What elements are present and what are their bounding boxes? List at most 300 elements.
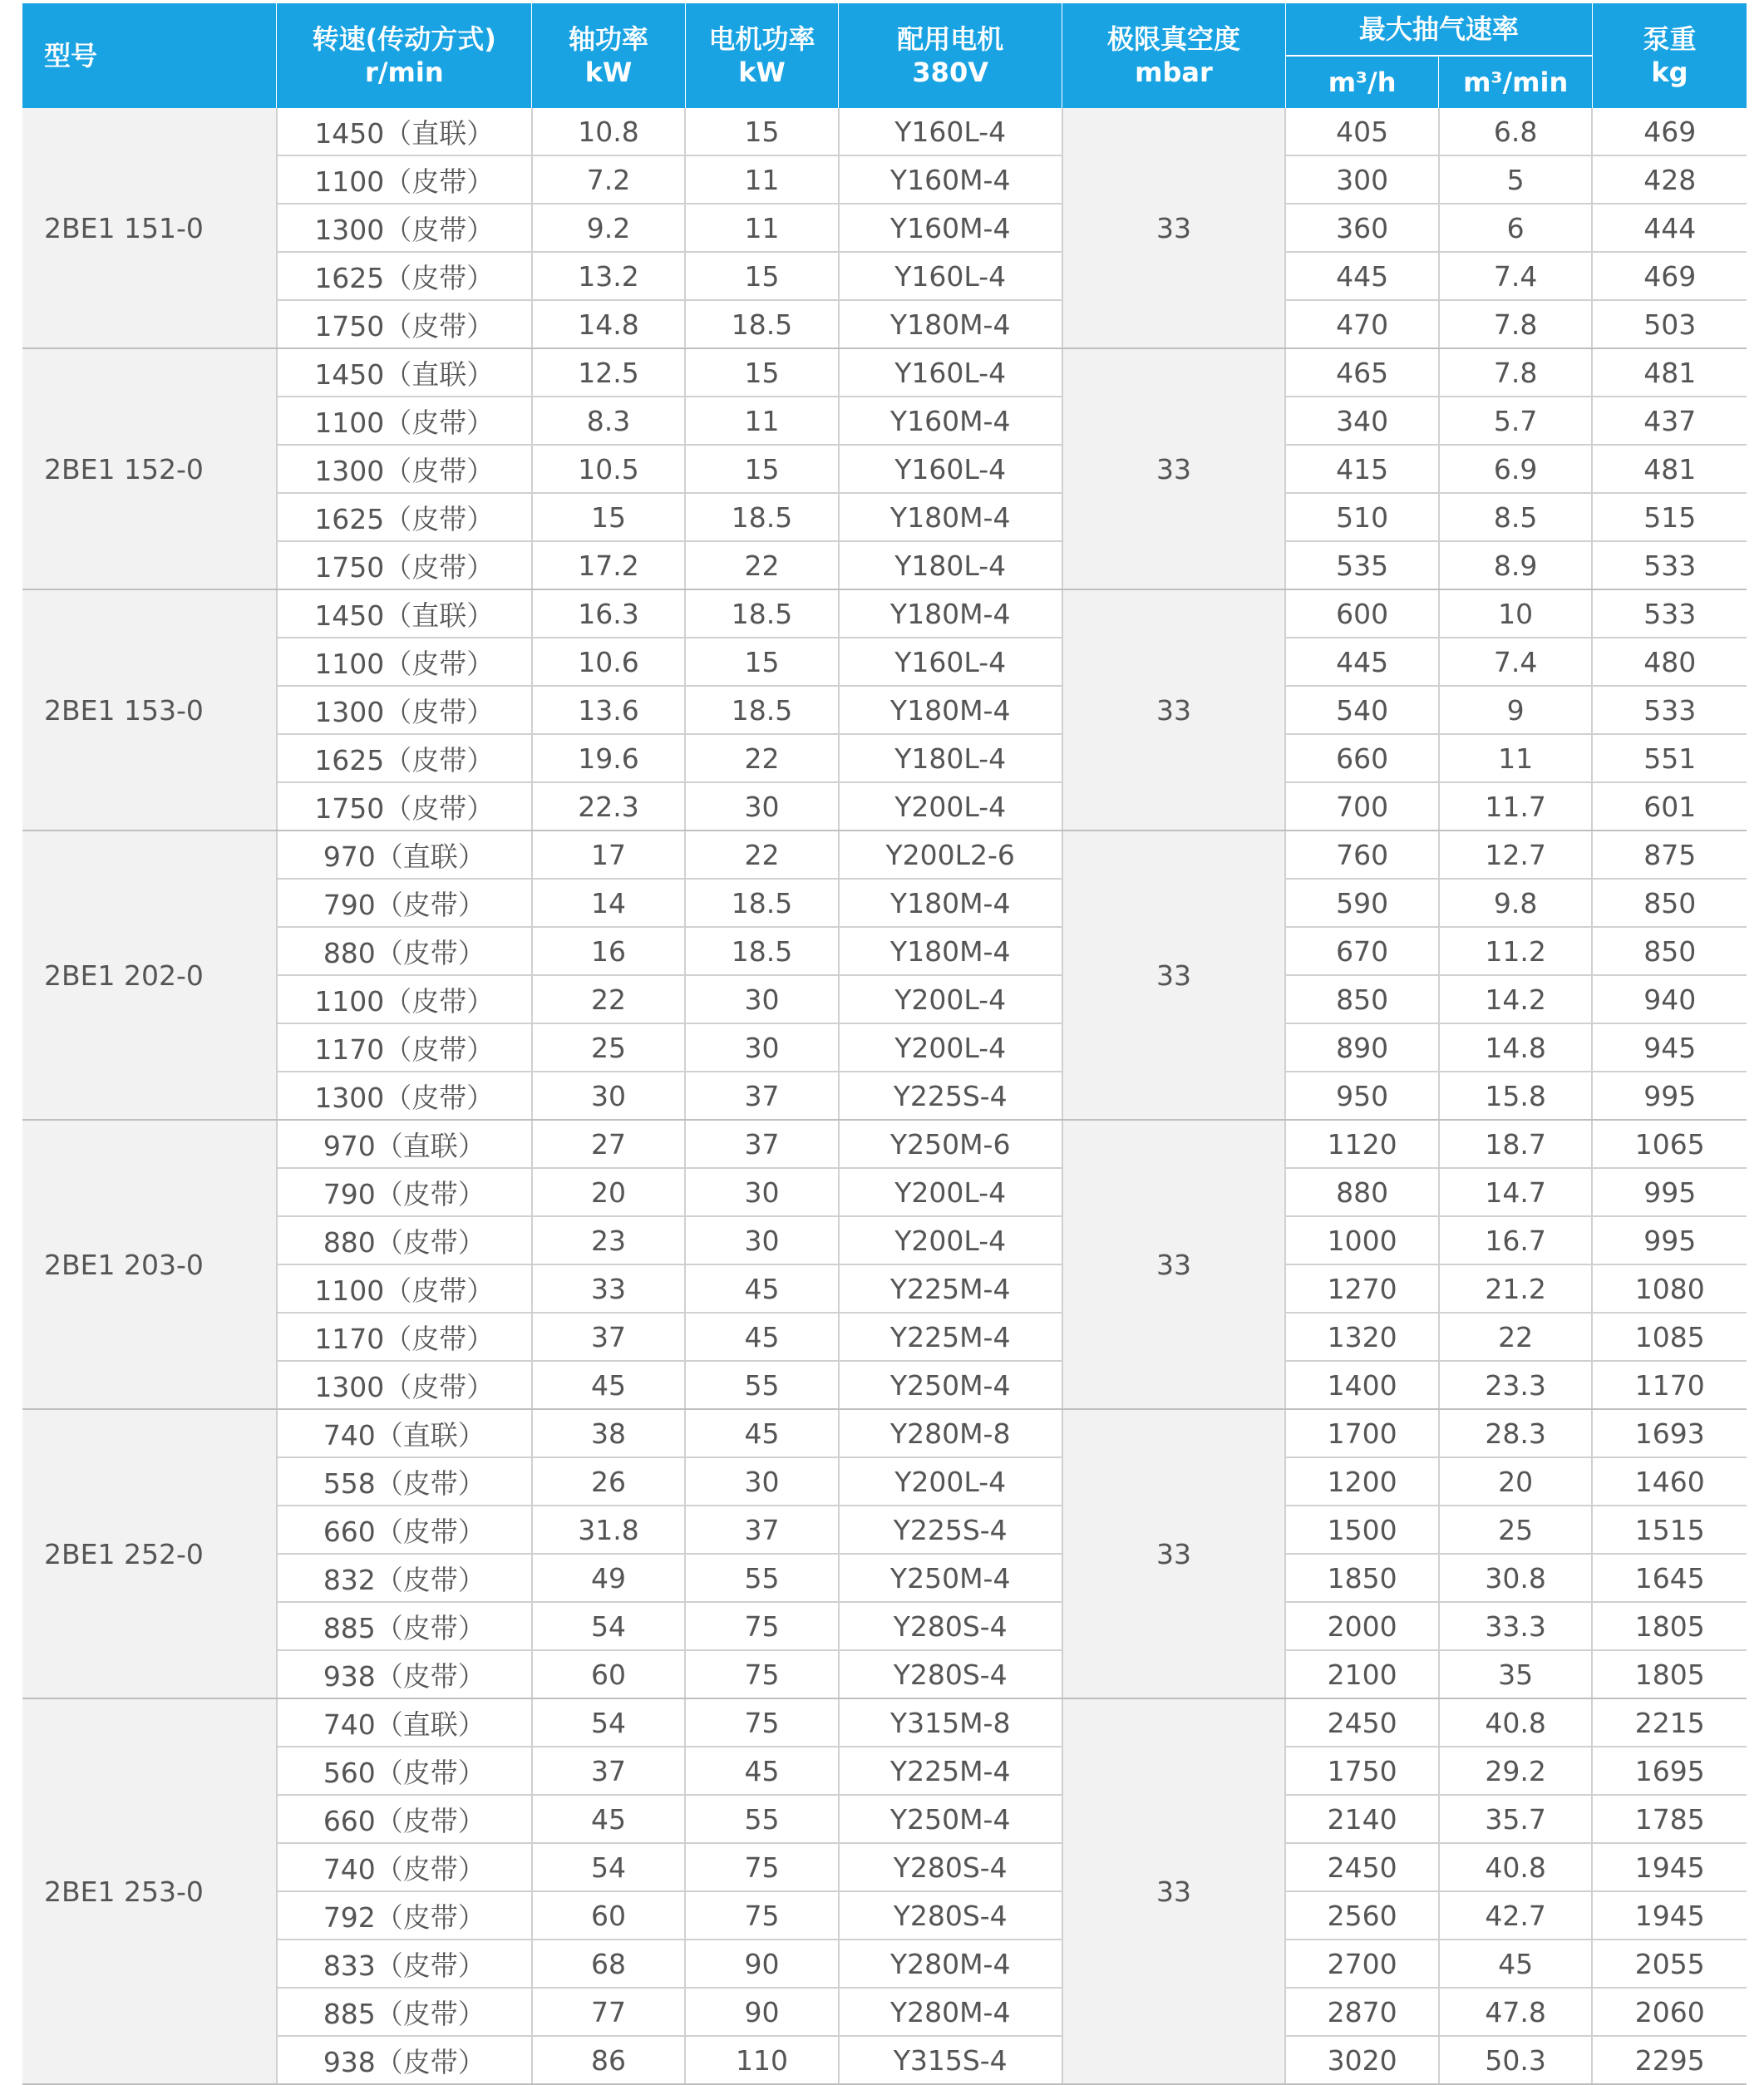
weight-cell: 481 <box>1592 348 1747 397</box>
motor-cell: Y280M-4 <box>839 1940 1062 1988</box>
rate-m3h-cell: 670 <box>1285 927 1439 975</box>
header-vacuum-unit: mbar <box>1135 57 1213 88</box>
table-row <box>22 1120 1747 1168</box>
weight-cell: 2295 <box>1592 2036 1747 2084</box>
rate-m3h-cell: 3020 <box>1285 2036 1439 2084</box>
rate-m3min-cell: 14.8 <box>1439 1023 1593 1072</box>
table-row <box>22 1698 1747 1747</box>
motor-cell: Y160L-4 <box>839 445 1062 493</box>
header-vacuum-label: 极限真空度 <box>1106 23 1240 55</box>
motor-power-cell: 45 <box>685 1409 839 1457</box>
rate-m3h-cell: 880 <box>1285 1168 1439 1216</box>
table-row <box>22 1361 1747 1409</box>
rate-m3min-cell: 7.8 <box>1439 300 1593 348</box>
rate-m3min-cell: 7.4 <box>1439 252 1593 300</box>
rate-m3h-cell: 465 <box>1285 348 1439 397</box>
speed-cell: 1300（皮带） <box>277 445 532 493</box>
rate-m3h-cell: 1400 <box>1285 1361 1439 1409</box>
motor-power-cell: 18.5 <box>685 493 839 541</box>
weight-cell: 1085 <box>1592 1313 1747 1361</box>
vacuum-cell: 33 <box>1062 1409 1286 1698</box>
table-row <box>22 1506 1747 1554</box>
rate-m3h-cell: 1700 <box>1285 1409 1439 1457</box>
motor-cell: Y280M-8 <box>839 1409 1062 1457</box>
rate-m3min-cell: 25 <box>1439 1506 1593 1554</box>
motor-cell: Y225M-4 <box>839 1313 1062 1361</box>
weight-cell: 533 <box>1592 541 1747 589</box>
motor-cell: Y250M-4 <box>839 1361 1062 1409</box>
header-model: 型号 <box>22 3 277 108</box>
shaft-power-cell: 25 <box>532 1023 686 1072</box>
rate-m3h-cell: 590 <box>1285 879 1439 927</box>
speed-cell: 1450（直联） <box>277 108 532 155</box>
weight-cell: 1065 <box>1592 1120 1747 1168</box>
motor-power-cell: 30 <box>685 1168 839 1216</box>
rate-m3h-cell: 360 <box>1285 204 1439 252</box>
table-row <box>22 1409 1747 1457</box>
speed-cell: 1170（皮带） <box>277 1023 532 1072</box>
motor-power-cell: 15 <box>685 638 839 686</box>
rate-m3h-cell: 415 <box>1285 445 1439 493</box>
motor-cell: Y250M-6 <box>839 1120 1062 1168</box>
weight-cell: 1805 <box>1592 1602 1747 1650</box>
shaft-power-cell: 33 <box>532 1264 686 1313</box>
rate-m3min-cell: 22 <box>1439 1313 1593 1361</box>
table-row <box>22 1602 1747 1650</box>
motor-cell: Y225M-4 <box>839 1264 1062 1313</box>
rate-m3min-cell: 9.8 <box>1439 879 1593 927</box>
shaft-power-cell: 17.2 <box>532 541 686 589</box>
header-shaft-power-unit: kW <box>584 57 633 88</box>
vacuum-cell: 33 <box>1062 1120 1286 1409</box>
weight-cell: 469 <box>1592 108 1747 155</box>
shaft-power-cell: 16.3 <box>532 589 686 638</box>
weight-cell: 1693 <box>1592 1409 1747 1457</box>
motor-power-cell: 18.5 <box>685 686 839 734</box>
weight-cell: 533 <box>1592 686 1747 734</box>
model-cell: 2BE1 152-0 <box>22 348 277 589</box>
table-row <box>22 1940 1747 1988</box>
speed-cell: 1300（皮带） <box>277 1361 532 1409</box>
motor-cell: Y200L-4 <box>839 1168 1062 1216</box>
rate-m3min-cell: 11.2 <box>1439 927 1593 975</box>
table-row <box>22 1168 1747 1216</box>
rate-m3h-cell: 1320 <box>1285 1313 1439 1361</box>
motor-power-cell: 15 <box>685 445 839 493</box>
rate-m3min-cell: 45 <box>1439 1940 1593 1988</box>
rate-m3h-cell: 1000 <box>1285 1216 1439 1264</box>
table-row <box>22 1795 1747 1843</box>
shaft-power-cell: 27 <box>532 1120 686 1168</box>
weight-cell: 1805 <box>1592 1650 1747 1698</box>
header-shaft-power-label: 轴功率 <box>569 23 649 55</box>
rate-m3min-cell: 14.7 <box>1439 1168 1593 1216</box>
weight-cell: 1080 <box>1592 1264 1747 1313</box>
speed-cell: 938（皮带） <box>277 1650 532 1698</box>
motor-power-cell: 90 <box>685 1940 839 1988</box>
motor-cell: Y225S-4 <box>839 1506 1062 1554</box>
table-row <box>22 831 1747 879</box>
header-max-rate: 最大抽气速率 <box>1285 3 1592 56</box>
speed-cell: 790（皮带） <box>277 1168 532 1216</box>
rate-m3h-cell: 1200 <box>1285 1457 1439 1506</box>
shaft-power-cell: 17 <box>532 831 686 879</box>
rate-m3min-cell: 7.4 <box>1439 638 1593 686</box>
shaft-power-cell: 26 <box>532 1457 686 1506</box>
table-row <box>22 1023 1747 1072</box>
rate-m3min-cell: 5.7 <box>1439 397 1593 445</box>
motor-power-cell: 11 <box>685 204 839 252</box>
rate-m3min-cell: 33.3 <box>1439 1602 1593 1650</box>
shaft-power-cell: 86 <box>532 2036 686 2084</box>
motor-cell: Y315M-8 <box>839 1698 1062 1747</box>
rate-m3h-cell: 1120 <box>1285 1120 1439 1168</box>
motor-power-cell: 30 <box>685 1023 839 1072</box>
header-rate-m3h: m³/h <box>1285 56 1439 108</box>
vacuum-cell: 33 <box>1062 108 1286 348</box>
shaft-power-cell: 12.5 <box>532 348 686 397</box>
shaft-power-cell: 20 <box>532 1168 686 1216</box>
model-cell: 2BE1 202-0 <box>22 831 277 1120</box>
table-row <box>22 300 1747 348</box>
motor-power-cell: 18.5 <box>685 589 839 638</box>
header-motor-power-unit: kW <box>738 57 786 88</box>
shaft-power-cell: 23 <box>532 1216 686 1264</box>
header-vacuum <box>1062 3 1286 108</box>
rate-m3h-cell: 300 <box>1285 155 1439 204</box>
motor-power-cell: 75 <box>685 1843 839 1891</box>
rate-m3h-cell: 2100 <box>1285 1650 1439 1698</box>
shaft-power-cell: 31.8 <box>532 1506 686 1554</box>
speed-cell: 660（皮带） <box>277 1795 532 1843</box>
rate-m3min-cell: 12.7 <box>1439 831 1593 879</box>
vacuum-cell: 33 <box>1062 348 1286 589</box>
motor-power-cell: 37 <box>685 1120 839 1168</box>
motor-power-cell: 37 <box>685 1072 839 1120</box>
motor-power-cell: 30 <box>685 975 839 1023</box>
header-motor <box>839 3 1062 108</box>
motor-power-cell: 75 <box>685 1650 839 1698</box>
weight-cell: 1785 <box>1592 1795 1747 1843</box>
shaft-power-cell: 8.3 <box>532 397 686 445</box>
motor-cell: Y180M-4 <box>839 879 1062 927</box>
motor-cell: Y280S-4 <box>839 1843 1062 1891</box>
rate-m3h-cell: 470 <box>1285 300 1439 348</box>
motor-power-cell: 45 <box>685 1747 839 1795</box>
table-row <box>22 348 1747 397</box>
rate-m3h-cell: 660 <box>1285 734 1439 782</box>
motor-cell: Y160M-4 <box>839 397 1062 445</box>
weight-cell: 601 <box>1592 782 1747 831</box>
weight-cell: 2215 <box>1592 1698 1747 1747</box>
rate-m3min-cell: 15.8 <box>1439 1072 1593 1120</box>
motor-power-cell: 22 <box>685 541 839 589</box>
motor-power-cell: 45 <box>685 1313 839 1361</box>
rate-m3min-cell: 40.8 <box>1439 1698 1593 1747</box>
table-row <box>22 108 1747 155</box>
rate-m3min-cell: 42.7 <box>1439 1891 1593 1940</box>
table-row <box>22 879 1747 927</box>
motor-power-cell: 18.5 <box>685 300 839 348</box>
motor-cell: Y250M-4 <box>839 1795 1062 1843</box>
motor-cell: Y280S-4 <box>839 1602 1062 1650</box>
motor-cell: Y315S-4 <box>839 2036 1062 2084</box>
rate-m3h-cell: 535 <box>1285 541 1439 589</box>
motor-power-cell: 11 <box>685 397 839 445</box>
motor-cell: Y280S-4 <box>839 1891 1062 1940</box>
header-rate-m3min: m³/min <box>1439 56 1593 108</box>
header-motor-voltage: 380V <box>912 57 988 88</box>
rate-m3h-cell: 1750 <box>1285 1747 1439 1795</box>
motor-cell: Y180M-4 <box>839 589 1062 638</box>
header-weight-label: 泵重 <box>1643 23 1697 55</box>
speed-cell: 792（皮带） <box>277 1891 532 1940</box>
rate-m3h-cell: 540 <box>1285 686 1439 734</box>
rate-m3min-cell: 8.9 <box>1439 541 1593 589</box>
rate-m3min-cell: 30.8 <box>1439 1554 1593 1602</box>
shaft-power-cell: 7.2 <box>532 155 686 204</box>
rate-m3h-cell: 600 <box>1285 589 1439 638</box>
motor-power-cell: 75 <box>685 1698 839 1747</box>
speed-cell: 740（直联） <box>277 1698 532 1747</box>
rate-m3min-cell: 6.8 <box>1439 108 1593 155</box>
motor-power-cell: 55 <box>685 1795 839 1843</box>
speed-cell: 790（皮带） <box>277 879 532 927</box>
weight-cell: 515 <box>1592 493 1747 541</box>
motor-power-cell: 18.5 <box>685 879 839 927</box>
rate-m3min-cell: 23.3 <box>1439 1361 1593 1409</box>
weight-cell: 551 <box>1592 734 1747 782</box>
motor-cell: Y200L-4 <box>839 1457 1062 1506</box>
motor-cell: Y160M-4 <box>839 155 1062 204</box>
model-cell: 2BE1 253-0 <box>22 1698 277 2084</box>
weight-cell: 428 <box>1592 155 1747 204</box>
table-row <box>22 1891 1747 1940</box>
motor-cell: Y160L-4 <box>839 252 1062 300</box>
rate-m3h-cell: 2870 <box>1285 1988 1439 2036</box>
rate-m3min-cell: 10 <box>1439 589 1593 638</box>
rate-m3min-cell: 6.9 <box>1439 445 1593 493</box>
weight-cell: 1460 <box>1592 1457 1747 1506</box>
shaft-power-cell: 22 <box>532 975 686 1023</box>
rate-m3min-cell: 40.8 <box>1439 1843 1593 1891</box>
table-row <box>22 686 1747 734</box>
motor-cell: Y225S-4 <box>839 1072 1062 1120</box>
motor-cell: Y200L-4 <box>839 975 1062 1023</box>
model-cell: 2BE1 151-0 <box>22 108 277 348</box>
rate-m3min-cell: 18.7 <box>1439 1120 1593 1168</box>
weight-cell: 1945 <box>1592 1891 1747 1940</box>
rate-m3h-cell: 1270 <box>1285 1264 1439 1313</box>
table-row <box>22 975 1747 1023</box>
weight-cell: 2055 <box>1592 1940 1747 1988</box>
table-row <box>22 493 1747 541</box>
table-row <box>22 1988 1747 2036</box>
speed-cell: 660（皮带） <box>277 1506 532 1554</box>
shaft-power-cell: 45 <box>532 1795 686 1843</box>
speed-cell: 938（皮带） <box>277 2036 532 2084</box>
speed-cell: 833（皮带） <box>277 1940 532 1988</box>
rate-m3h-cell: 340 <box>1285 397 1439 445</box>
weight-cell: 1515 <box>1592 1506 1747 1554</box>
motor-cell: Y160L-4 <box>839 638 1062 686</box>
header-speed-unit: r/min <box>365 57 444 88</box>
table-row <box>22 204 1747 252</box>
weight-cell: 995 <box>1592 1072 1747 1120</box>
motor-power-cell: 75 <box>685 1891 839 1940</box>
table-row <box>22 1554 1747 1602</box>
speed-cell: 880（皮带） <box>277 927 532 975</box>
shaft-power-cell: 77 <box>532 1988 686 2036</box>
weight-cell: 2060 <box>1592 1988 1747 2036</box>
weight-cell: 1645 <box>1592 1554 1747 1602</box>
motor-power-cell: 75 <box>685 1602 839 1650</box>
rate-m3h-cell: 2000 <box>1285 1602 1439 1650</box>
rate-m3h-cell: 2560 <box>1285 1891 1439 1940</box>
shaft-power-cell: 13.2 <box>532 252 686 300</box>
shaft-power-cell: 19.6 <box>532 734 686 782</box>
rate-m3h-cell: 2450 <box>1285 1843 1439 1891</box>
rate-m3min-cell: 14.2 <box>1439 975 1593 1023</box>
speed-cell: 1300（皮带） <box>277 204 532 252</box>
shaft-power-cell: 14 <box>532 879 686 927</box>
speed-cell: 1450（直联） <box>277 348 532 397</box>
speed-cell: 1170（皮带） <box>277 1313 532 1361</box>
speed-cell: 1625（皮带） <box>277 252 532 300</box>
rate-m3h-cell: 2450 <box>1285 1698 1439 1747</box>
table-row <box>22 589 1747 638</box>
motor-cell: Y280M-4 <box>839 1988 1062 2036</box>
motor-power-cell: 55 <box>685 1554 839 1602</box>
weight-cell: 940 <box>1592 975 1747 1023</box>
shaft-power-cell: 14.8 <box>532 300 686 348</box>
weight-cell: 1695 <box>1592 1747 1747 1795</box>
model-cell: 2BE1 203-0 <box>22 1120 277 1409</box>
header-speed-label: 转速(传动方式) <box>312 23 496 55</box>
speed-cell: 1300（皮带） <box>277 686 532 734</box>
motor-cell: Y180M-4 <box>839 686 1062 734</box>
table-row <box>22 2036 1747 2084</box>
speed-cell: 1100（皮带） <box>277 397 532 445</box>
shaft-power-cell: 10.8 <box>532 108 686 155</box>
rate-m3h-cell: 2700 <box>1285 1940 1439 1988</box>
shaft-power-cell: 60 <box>532 1650 686 1698</box>
table-row <box>22 1747 1747 1795</box>
motor-power-cell: 18.5 <box>685 927 839 975</box>
shaft-power-cell: 54 <box>532 1843 686 1891</box>
weight-cell: 945 <box>1592 1023 1747 1072</box>
header-motor-power-label: 电机功率 <box>708 23 815 55</box>
table-row <box>22 1843 1747 1891</box>
shaft-power-cell: 16 <box>532 927 686 975</box>
weight-cell: 995 <box>1592 1168 1747 1216</box>
rate-m3min-cell: 9 <box>1439 686 1593 734</box>
rate-m3min-cell: 35 <box>1439 1650 1593 1698</box>
header-motor-power <box>685 3 839 108</box>
rate-m3min-cell: 11 <box>1439 734 1593 782</box>
rate-m3min-cell: 28.3 <box>1439 1409 1593 1457</box>
motor-power-cell: 55 <box>685 1361 839 1409</box>
motor-power-cell: 22 <box>685 734 839 782</box>
rate-m3min-cell: 6 <box>1439 204 1593 252</box>
rate-m3min-cell: 11.7 <box>1439 782 1593 831</box>
speed-cell: 1625（皮带） <box>277 493 532 541</box>
shaft-power-cell: 9.2 <box>532 204 686 252</box>
shaft-power-cell: 37 <box>532 1747 686 1795</box>
table-row <box>22 1264 1747 1313</box>
table-row <box>22 1313 1747 1361</box>
rate-m3h-cell: 405 <box>1285 108 1439 155</box>
shaft-power-cell: 30 <box>532 1072 686 1120</box>
shaft-power-cell: 10.5 <box>532 445 686 493</box>
weight-cell: 1945 <box>1592 1843 1747 1891</box>
rate-m3min-cell: 16.7 <box>1439 1216 1593 1264</box>
motor-power-cell: 30 <box>685 782 839 831</box>
rate-m3min-cell: 47.8 <box>1439 1988 1593 2036</box>
motor-power-cell: 110 <box>685 2036 839 2084</box>
speed-cell: 560（皮带） <box>277 1747 532 1795</box>
motor-power-cell: 15 <box>685 252 839 300</box>
motor-cell: Y180M-4 <box>839 927 1062 975</box>
motor-power-cell: 22 <box>685 831 839 879</box>
table-row <box>22 445 1747 493</box>
weight-cell: 533 <box>1592 589 1747 638</box>
speed-cell: 885（皮带） <box>277 1988 532 2036</box>
table-row <box>22 541 1747 589</box>
rate-m3min-cell: 8.5 <box>1439 493 1593 541</box>
motor-cell: Y160L-4 <box>839 348 1062 397</box>
motor-cell: Y200L2-6 <box>839 831 1062 879</box>
vacuum-cell: 33 <box>1062 831 1286 1120</box>
weight-cell: 995 <box>1592 1216 1747 1264</box>
rate-m3h-cell: 950 <box>1285 1072 1439 1120</box>
header-speed <box>277 3 532 108</box>
rate-m3min-cell: 35.7 <box>1439 1795 1593 1843</box>
motor-cell: Y180M-4 <box>839 493 1062 541</box>
motor-cell: Y160L-4 <box>839 108 1062 155</box>
speed-cell: 740（直联） <box>277 1409 532 1457</box>
vacuum-cell: 33 <box>1062 1698 1286 2084</box>
speed-cell: 1750（皮带） <box>277 300 532 348</box>
header-shaft-power <box>532 3 686 108</box>
speed-cell: 1100（皮带） <box>277 1264 532 1313</box>
table-row <box>22 1216 1747 1264</box>
table-row <box>22 252 1747 300</box>
motor-power-cell: 90 <box>685 1988 839 2036</box>
motor-power-cell: 15 <box>685 108 839 155</box>
rate-m3h-cell: 1500 <box>1285 1506 1439 1554</box>
speed-cell: 1750（皮带） <box>277 541 532 589</box>
shaft-power-cell: 60 <box>532 1891 686 1940</box>
rate-m3h-cell: 890 <box>1285 1023 1439 1072</box>
weight-cell: 850 <box>1592 927 1747 975</box>
motor-cell: Y200L-4 <box>839 1023 1062 1072</box>
motor-cell: Y200L-4 <box>839 782 1062 831</box>
weight-cell: 1170 <box>1592 1361 1747 1409</box>
motor-power-cell: 15 <box>685 348 839 397</box>
shaft-power-cell: 15 <box>532 493 686 541</box>
motor-cell: Y160M-4 <box>839 204 1062 252</box>
rate-m3h-cell: 850 <box>1285 975 1439 1023</box>
speed-cell: 1100（皮带） <box>277 155 532 204</box>
rate-m3min-cell: 5 <box>1439 155 1593 204</box>
table-row <box>22 155 1747 204</box>
rate-m3h-cell: 760 <box>1285 831 1439 879</box>
table-body <box>22 108 1747 2084</box>
motor-cell: Y280S-4 <box>839 1650 1062 1698</box>
header-motor-label: 配用电机 <box>897 23 1004 55</box>
motor-cell: Y250M-4 <box>839 1554 1062 1602</box>
